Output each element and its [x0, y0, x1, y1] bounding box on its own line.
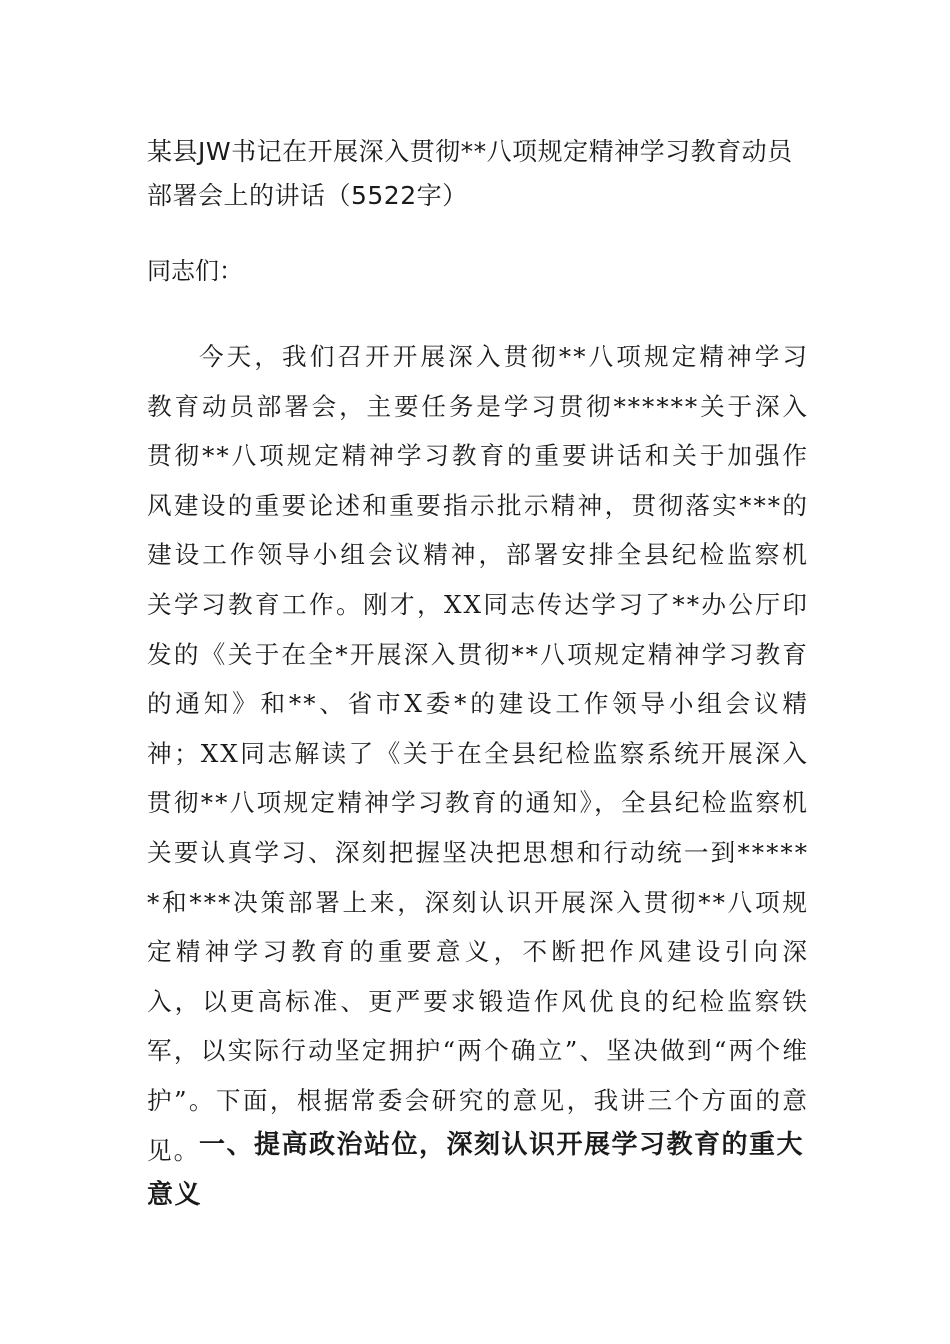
document-title: 某县JW书记在开展深入贯彻**八项规定精神学习教育动员部署会上的讲话（5522字） — [147, 137, 793, 210]
section-heading: 一、提高政治站位，深刻认识开展学习教育的重大意义 — [147, 1130, 805, 1210]
body-paragraph: 今天，我们召开开展深入贯彻**八项规定精神学习教育动员部署会，主要任务是学习贯彻******关于深入贯彻**八项规定精神学习教育的重要讲话和关于加强作风建设的重要论述和重要指示批示精神，贯彻落实***的建设工作领导小组会议精神，部署安排全县纪检监察机关学习教育工作。刚才，XX同志传达学习了**办公厅印发的《关于在全*开展深入贯彻**八项规定精神学习教育的通知》和**、省市X委*的建设工作领导小组会议精神；XX同志解读了《关于在全县纪检监察系统开展深入贯彻**八项规定精神学习教育的通知》，全县纪检监察机关要认真学习、深刻把握坚决把思想和行动统一到******和***决策部署上来，深刻认识开展深入贯彻**八项规定精神学习教育的重要意义，不断把作风建设引向深入，以更高标准、更严要求锻造作风优良的纪检监察铁军，以实际行动坚定拥护“两个确立”、坚决做到“两个维护”。下面，根据常委会研究的意见，我讲三个方面的意见。 — [147, 342, 809, 1165]
salutation: 同志们： — [147, 257, 243, 285]
